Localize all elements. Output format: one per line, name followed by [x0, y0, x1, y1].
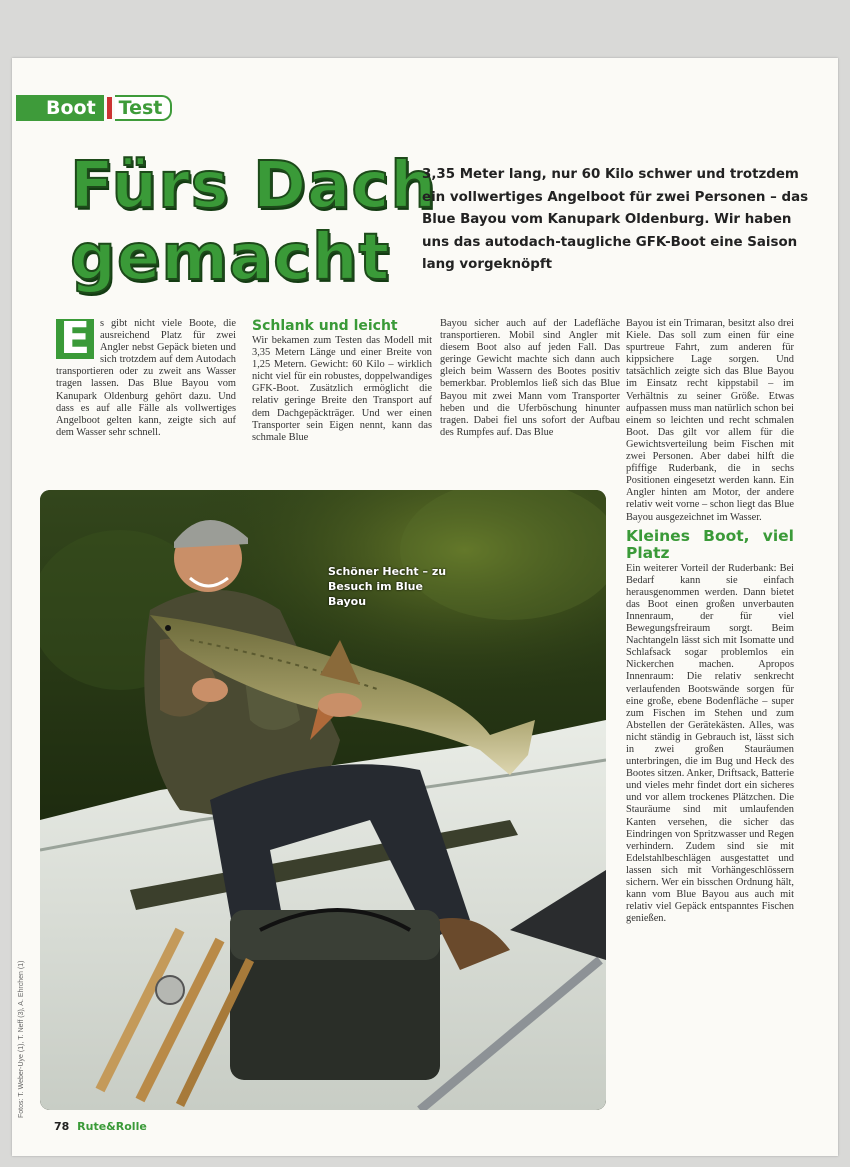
section-tag-divider: [107, 97, 112, 119]
column-2: [252, 318, 432, 444]
section-tag: [16, 94, 172, 122]
headline: [70, 149, 437, 295]
headline-line-2: gemacht: [70, 221, 391, 295]
photo-angler-with-pike: [40, 490, 606, 1110]
magazine-brand: Rute&Rolle: [77, 1120, 147, 1133]
subhead-kleines-boot: Kleines Boot, viel Platz: [626, 526, 794, 562]
page-number: 78: [54, 1120, 70, 1133]
photo-credit: Fotos: T. Weber-Uye (1), T. Neff (3), A. Ehrchen (1): [18, 960, 25, 1118]
column-1-text: s gibt nicht viele Boote, die ausreichend Platz für zwei Angler nebst Gepäck bieten und sich trotzdem auf dem Autodach transportieren oder zu zweit ans Wasser tragen lassen. Das Blue Bayou vom Kanupark Oldenburg gehört dazu. Und dass es auf alle Fälle als vollwertiges Angelboot gelten kann, zeigte sich auf dem Wasser sehr schnell.: [56, 318, 236, 438]
page-footer: [54, 1120, 147, 1133]
column-2-text: Wir bekamen zum Testen das Modell mit 3,35 Metern Länge und einer Breite von 1,25 Metern. Gewicht: 60 Kilo – wirklich nicht viel für ein robustes, doppelwandiges GFK-Boot. Zusätzlich ermöglicht die relativ geringe Breite den Transport auf dem Dachgepäckträger. Und wer einen Transporter sein Eigen nennt, kann das schmale Blue: [252, 335, 432, 443]
subhead-schlank: Schlank und leicht: [252, 318, 398, 334]
magazine-page: [12, 58, 838, 1156]
column-3-text: Bayou sicher auch auf der Ladefläche transportieren. Mobil sind Angler mit diesem Boot also auf jeden Fall. Das geringe Gewicht machte sich dann auch gleich beim Wassern des Bootes positiv bemerkbar. Problemlos ließ sich das Blue Bayou mit zwei Mann vom Transporter heben und die Uferböschung hinunter tragen. Dabei fiel uns sofort der Aufbau des Rumpfes auf. Das Blue: [440, 318, 620, 438]
column-4-text-1: Bayou ist ein Trimaran, besitzt also drei Kiele. Das soll zum einen für eine spurtreue Fahrt, zum anderen für kippsichere Lage sorgen. Und tatsächlich zeigte sich das Blue Bayou im Einsatz recht kippstabil – im Verhältnis zu seiner Größe. Etwas aufpassen muss man natürlich schon bei einem so leichten und recht schmalen Boot. Das gilt vor allem für die Gewichtsverteilung beim Fischen mit zwei Personen. Aber dabei hilft die pfiffige Ruderbank, die in sechs Positionen eingesetzt werden kann. Ein Angler hinten am Motor, der andere relativ weit vorne – schon liegt das Blue Bayou ausgezeichnet im Wasser.: [626, 318, 794, 523]
section-tag-test: Test: [115, 95, 173, 121]
section-tag-boot: Boot: [16, 95, 104, 121]
column-4-text-2: Ein weiterer Vorteil der Ruderbank: Bei Bedarf kann sie einfach herausgenommen werden. Dann bietet das Boot einen großen unverbauten Innenraum, der für viel Bewegungsfreiraum sorgt. Beim Nachtangeln lässt sich mit Isomatte und Schlafsack sogar problemlos ein Nickerchen machen. Apropos Innenraum: Die relativ senkrecht verlaufenden Bootswände sorgen für eine große, ebene Bodenfläche – super zum Fischen im Stehen und zum Abstellen der Gerätekästen. Alles, was nicht ständig in Gebrauch ist, lässt sich in zwei großen Stauräumen unterbringen, die im Bug und Heck des Bootes sitzen. Anker, Driftsack, Batterie und vieles mehr findet dort ein sicheres und vor allem trockenes Plätzchen. Die Stauräume sind mit umlaufenden Kanten versehen, die sicher das Eindringen von Spritzwasser und Regen verhindern. Zudem sind sie mit Edelstahlbeschlägen ausgestattet und lassen sich mit Vorhängeschlössern sichern. Wer ein bisschen Ordnung hält, kann vom Blue Bayou aus auch mit relativ viel Gepäck entspanntes Fischen genießen.: [626, 562, 794, 925]
dropcap: E: [56, 319, 94, 359]
column-4: [626, 318, 794, 925]
column-1: [56, 313, 236, 439]
deck-text: 3,35 Meter lang, nur 60 Kilo schwer und trotzdem ein vollwertiges Angelboot für zwei Personen – das Blue Bayou vom Kanupark Oldenburg. Wir haben uns das autodach-taugliche GFK-Boot eine Saison lang vorgeknöpft: [422, 167, 809, 272]
photo-caption: Schöner Hecht – zu Besuch im Blue Bayou: [328, 565, 447, 608]
column-3: [440, 318, 620, 439]
photo-illustration: [40, 490, 606, 1110]
headline-line-1: Fürs Dach: [70, 149, 437, 223]
